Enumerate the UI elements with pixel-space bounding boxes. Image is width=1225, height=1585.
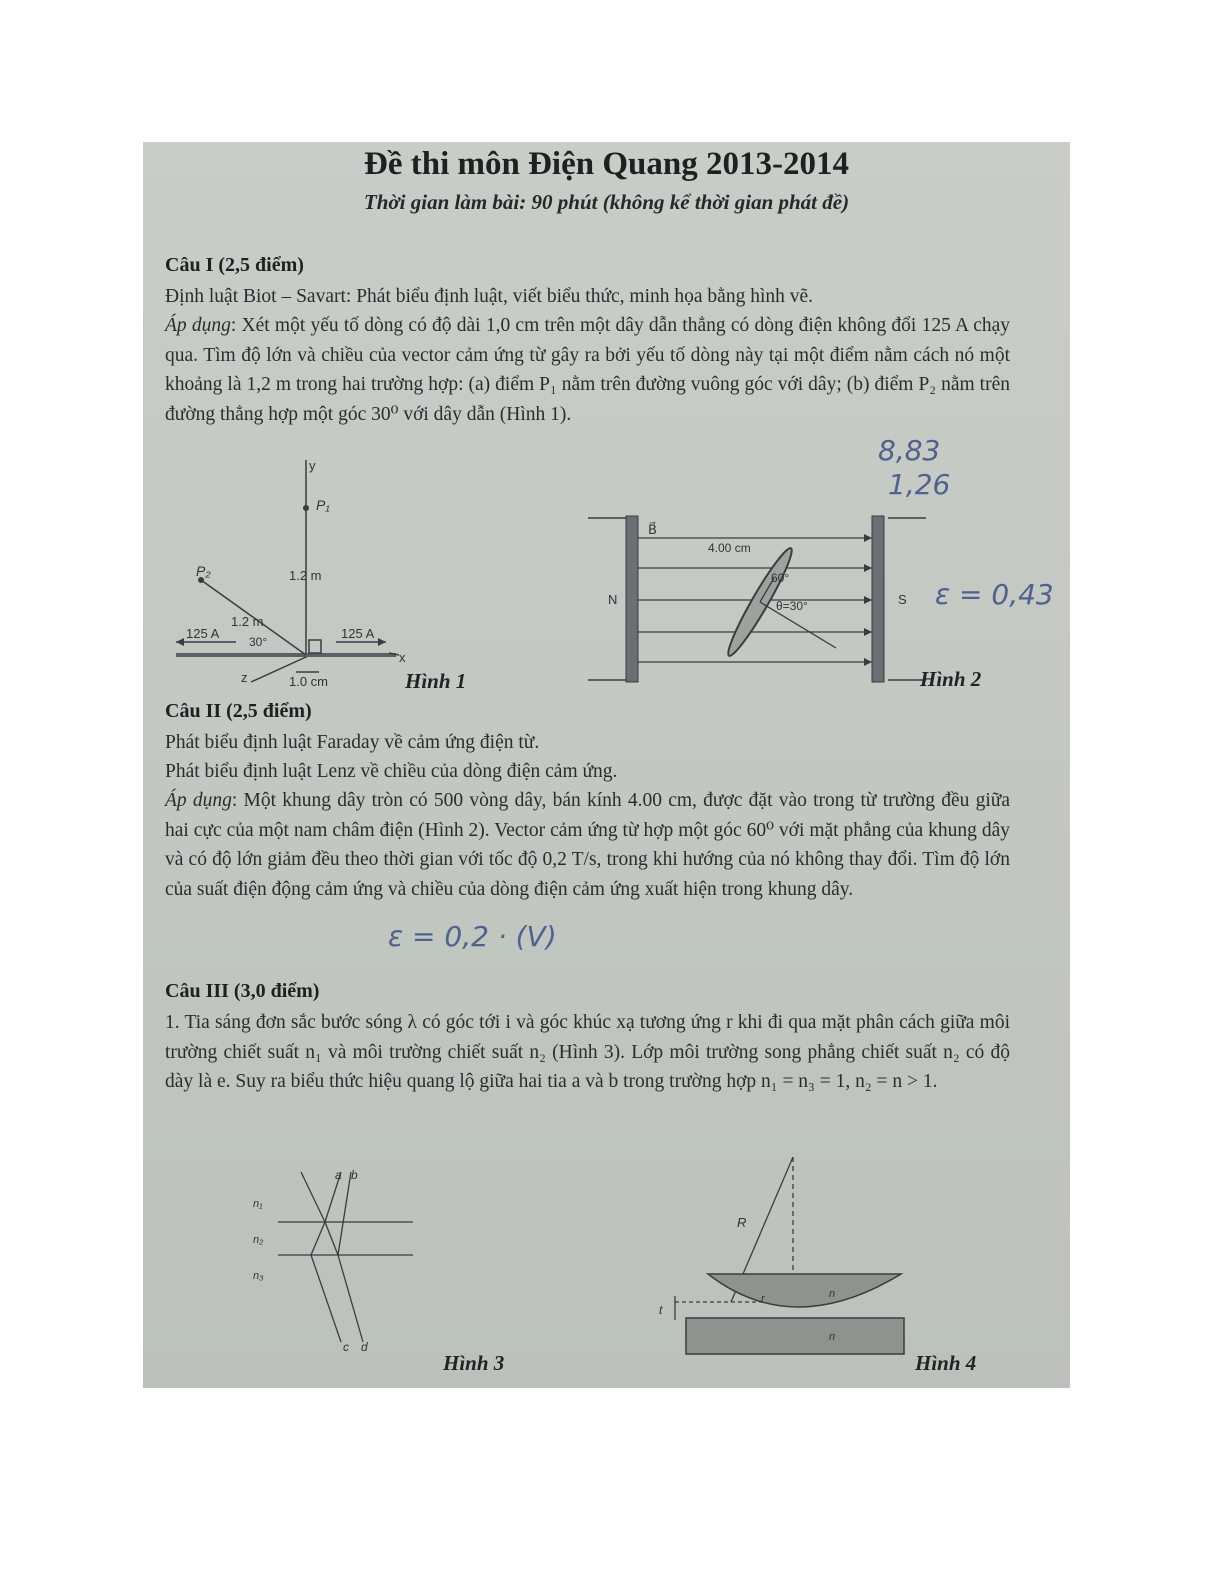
north-pole	[626, 516, 638, 682]
question-1-text: : Xét một yếu tố dòng có độ dài 1,0 cm trên một dây dẫn thẳng có dòng điện không đổi 125 A chạy qua. Tìm độ lớn và chiều của vector cảm ứng từ gây ra bởi yếu tố dòng này tại một điểm nằm cách nó một khoảng là 1,2 m trong hai trường hợp: (a) điểm P₁ nằm trên đường vuông góc với dây; (b) điểm P₂ nằm trên đường thẳng hợp một góc 30⁰ với dây dẫn (Hình 1).	[165, 315, 1010, 425]
fig2-angle2: θ=30°	[776, 599, 808, 613]
fig1-z-label: z	[241, 670, 248, 685]
question-1-body	[165, 311, 1010, 429]
exam-paper	[143, 142, 1070, 1388]
question-2-heading: Câu II (2,5 điểm)	[165, 700, 312, 722]
fig4-n-top: n	[829, 1288, 836, 1300]
question-2-line2: Phát biểu định luật Lenz về chiều của dòng điện cảm ứng.	[165, 761, 618, 782]
fig1-current-right: 125 A	[341, 626, 375, 641]
figure-4-diagram	[653, 1152, 913, 1357]
fig4-r-label: R	[737, 1215, 747, 1230]
fig3-d: d	[361, 1340, 368, 1352]
fig1-p2-label: P₂	[196, 563, 211, 579]
fig3-n1: n₁	[253, 1198, 263, 1210]
fig1-length: 1.0 cm	[289, 674, 329, 689]
figure-4-caption: Hình 4	[915, 1351, 977, 1375]
fig1-dist2: 1.2 m	[231, 614, 264, 629]
question-2-apply-label: Áp dụng	[165, 790, 232, 811]
south-pole	[872, 516, 884, 682]
fig2-angle1: 60°	[771, 571, 790, 585]
figure-2-caption: Hình 2	[920, 667, 982, 691]
fig1-p1-label: P₁	[316, 497, 330, 513]
fig1-current-left: 125 A	[186, 626, 220, 641]
figure-3-caption: Hình 3	[443, 1351, 505, 1375]
fig1-x-label: x	[399, 650, 406, 665]
fig3-b: b	[351, 1168, 358, 1182]
handwritten-note-2: 1,26	[888, 468, 951, 501]
handwritten-note-3: ε = 0,43	[935, 578, 1054, 611]
fig1-y-label: y	[309, 458, 316, 473]
question-2-body	[165, 786, 1010, 904]
fig2-b-label: B⃗	[648, 522, 657, 537]
figure-2-diagram	[588, 512, 928, 687]
handwritten-note-4: ε = 0,2 · (V)	[388, 920, 557, 953]
fig3-c: c	[343, 1340, 349, 1352]
exam-subtitle: Thời gian làm bài: 90 phút (không kể thời gian phát đề)	[363, 190, 850, 214]
question-1-heading: Câu I (2,5 điểm)	[165, 254, 304, 276]
fig1-angle: 30°	[249, 635, 268, 649]
question-3-heading: Câu III (3,0 điểm)	[165, 980, 320, 1002]
fig2-radius: 4.00 cm	[708, 541, 751, 555]
figure-3-diagram	[243, 1167, 443, 1352]
handwritten-note-1: 8,83	[878, 434, 941, 467]
question-2-text: : Một khung dây tròn có 500 vòng dây, bán kính 4.00 cm, được đặt vào trong từ trường đều giữa hai cực của một nam châm điện (Hình 2). Vector cảm ứng từ hợp một góc 60⁰ với mặt phẳng của khung dây và có độ lớn giảm đều theo thời gian với tốc độ 0,2 T/s, trong khi hướng của nó không thay đổi. Tìm độ lớn của suất điện động cảm ứng và chiều của dòng điện cảm ứng xuất hiện trong khung dây.	[165, 790, 1010, 900]
fig3-n3: n₃	[253, 1270, 264, 1282]
figure-1-caption: Hình 1	[405, 669, 467, 693]
fig4-t-label: t	[659, 1303, 663, 1317]
lens	[708, 1274, 901, 1307]
fig3-n2: n₂	[253, 1234, 264, 1246]
question-1-apply-label: Áp dụng	[165, 315, 231, 336]
fig2-s-label: S	[898, 592, 907, 607]
question-2-line1: Phát biểu định luật Faraday về cảm ứng điện từ.	[165, 732, 540, 753]
question-1-line1: Định luật Biot – Savart: Phát biểu định luật, viết biểu thức, minh họa bằng hình vẽ.	[165, 286, 814, 307]
glass-plate	[686, 1318, 904, 1354]
exam-title: Đề thi môn Điện Quang 2013-2014	[364, 146, 849, 182]
figure-1-diagram	[171, 450, 411, 690]
fig1-dist1: 1.2 m	[289, 568, 322, 583]
fig4-n-bottom: n	[829, 1331, 836, 1343]
fig3-a: a	[335, 1168, 342, 1182]
fig4-r-small: r	[761, 1293, 765, 1305]
question-3-body: 1. Tia sáng đơn sắc bước sóng λ có góc tới i và góc khúc xạ tương ứng r khi đi qua mặt phân cách giữa môi trường chiết suất n₁ và môi trường chiết suất n₂ (Hình 3). Lớp môi trường song phẳng chiết suất n₂ có độ dày là e. Suy ra biểu thức hiệu quang lộ giữa hai tia a và b trong trường hợp n₁ = n₃ = 1, n₂ = n > 1.	[165, 1012, 1010, 1092]
fig2-n-label: N	[608, 592, 618, 607]
